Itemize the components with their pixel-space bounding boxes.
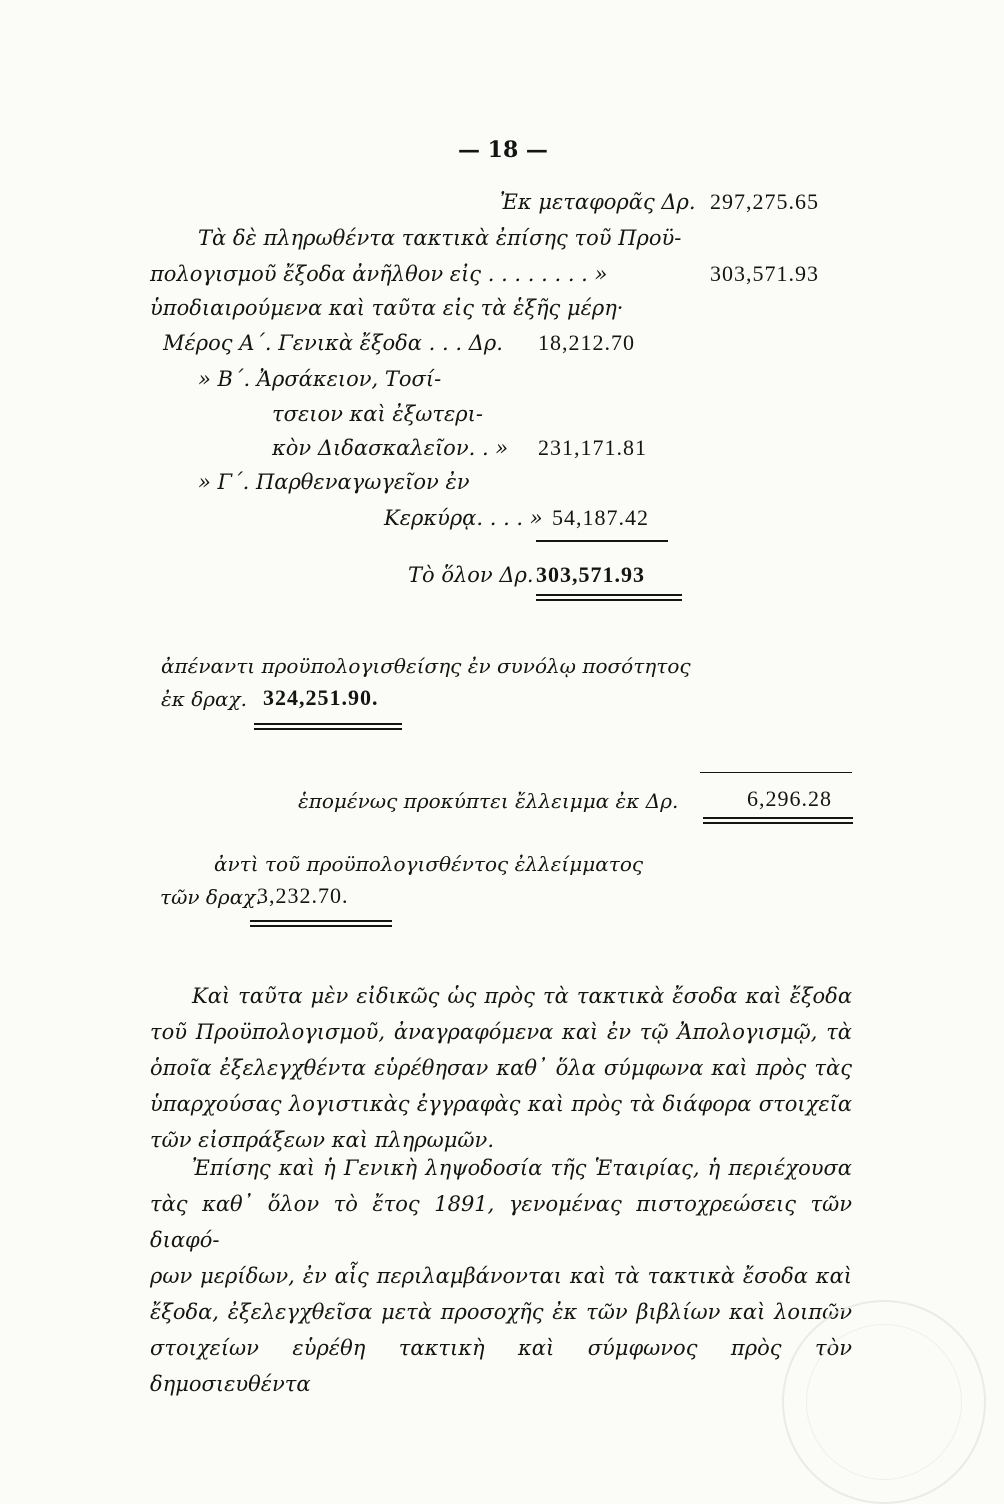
paragraph-line: στοιχείων εὑρέθη τακτικὴ καὶ σύμφωνος πρὸς τὸν δημοσιευθέντα: [150, 1336, 852, 1396]
page-number: — 18 —: [458, 137, 548, 163]
budgeted-amount: 324,251.90.: [263, 685, 379, 710]
part-b-amount: 231,171.81: [538, 435, 647, 460]
subtotal-rule: [536, 540, 668, 542]
budgeted-line-2-label: ἐκ δραχ.: [161, 687, 247, 711]
budgeted-deficit-rule-top: [250, 920, 392, 922]
intro-line-2-amount: 303,571.93: [710, 261, 819, 286]
paragraph-line: Ἐπίσης καὶ ἡ Γενικὴ ληψοδοσία τῆς Ἑταιρίας, ἡ περιέχουσα: [192, 1156, 852, 1180]
part-b-line-3: κὸν Διδασκαλεῖον. . »: [272, 436, 509, 460]
budgeted-rule-top: [254, 723, 402, 725]
paragraph-line: ρων μερίδων, ἐν αἷς περιλαμβάνονται καὶ τὰ τακτικὰ ἔσοδα καὶ: [150, 1264, 852, 1288]
deficit-amount: 6,296.28: [747, 786, 832, 811]
paragraph-line: ὁποῖα ἐξελεγχθέντα εὑρέθησαν καθ᾽ ὅλα σύμφωνα καὶ πρὸς τὰς: [150, 1056, 852, 1080]
total-label: Τὸ ὅλον Δρ.: [408, 563, 534, 587]
part-b-line-2: τσειον καὶ ἐξωτερι-: [272, 402, 483, 426]
intro-line-3: ὑποδιαιρούμενα καὶ ταῦτα εἰς τὰ ἑξῆς μέρη·: [150, 296, 624, 320]
paragraph-line: τὰς καθ᾽ ὅλον τὸ ἔτος 1891, γενομένας πιστοχρεώσεις τῶν διαφό-: [150, 1192, 852, 1252]
intro-line-2: πολογισμοῦ ἔξοδα ἀνῆλθον εἰς . . . . . . . . »: [150, 262, 608, 286]
budgeted-deficit-amount: 3,232.70.: [257, 883, 349, 908]
paragraph-line: τῶν εἰσπράξεων καὶ πληρωμῶν.: [150, 1128, 494, 1152]
part-c-line-2: Κερκύρᾳ. . . . »: [384, 506, 543, 530]
part-b-line-1: » Β΄. Ἀρσάκειον, Τοσί-: [198, 367, 442, 391]
paragraph-line: ὑπαρχούσας λογιστικὰς ἐγγραφὰς καὶ πρὸς τὰ διάφορα στοιχεῖα: [150, 1092, 852, 1116]
deficit-top-rule: [700, 772, 852, 773]
part-c-line-1: » Γ΄. Παρθεναγωγεῖον ἐν: [198, 470, 470, 494]
total-double-rule-bottom: [536, 599, 682, 601]
paragraph-line: ἔξοδα, ἐξελεγχθεῖσα μετὰ προσοχῆς ἐκ τῶν βιβλίων καὶ λοιπῶν: [150, 1300, 852, 1324]
paragraph-line: Καὶ ταῦτα μὲν εἰδικῶς ὡς πρὸς τὰ τακτικὰ ἔσοδα καὶ ἔξοδα: [192, 984, 852, 1008]
budgeted-deficit-line-2-label: τῶν δραχ.: [160, 885, 262, 909]
library-stamp: [782, 1300, 986, 1504]
part-a-amount: 18,212.70: [538, 330, 635, 355]
deficit-rule-bottom: [703, 822, 853, 824]
carried-forward-amount: 297,275.65: [710, 189, 819, 214]
budgeted-rule-bottom: [254, 728, 402, 730]
paragraph-line: τοῦ Προϋπολογισμοῦ, ἀναγραφόμενα καὶ ἐν τῷ Ἀπολογισμῷ, τὰ: [150, 1020, 852, 1044]
part-a-label: Μέρος Α΄. Γενικὰ ἔξοδα . . . Δρ.: [163, 331, 503, 355]
deficit-label: ἑπομένως προκύπτει ἔλλειμμα ἐκ Δρ.: [298, 789, 679, 813]
carried-forward-label: Ἐκ μεταφορᾶς Δρ.: [500, 190, 696, 214]
intro-line-1: Τὰ δὲ πληρωθέντα τακτικὰ ἐπίσης τοῦ Προϋ-: [198, 226, 682, 250]
total-double-rule-top: [536, 594, 682, 596]
deficit-rule-top: [703, 817, 853, 819]
part-c-amount: 54,187.42: [552, 505, 649, 530]
budgeted-line-1: ἀπέναντι προϋπολογισθείσης ἐν συνόλῳ ποσότητος: [161, 654, 691, 678]
budgeted-deficit-line-1: ἀντὶ τοῦ προϋπολογισθέντος ἐλλείμματος: [214, 852, 644, 876]
paragraph-audit-budget: [150, 978, 852, 1158]
total-amount: 303,571.93: [536, 562, 645, 587]
budgeted-deficit-rule-bottom: [250, 925, 392, 927]
paragraph-general-ledger: [150, 1150, 852, 1402]
